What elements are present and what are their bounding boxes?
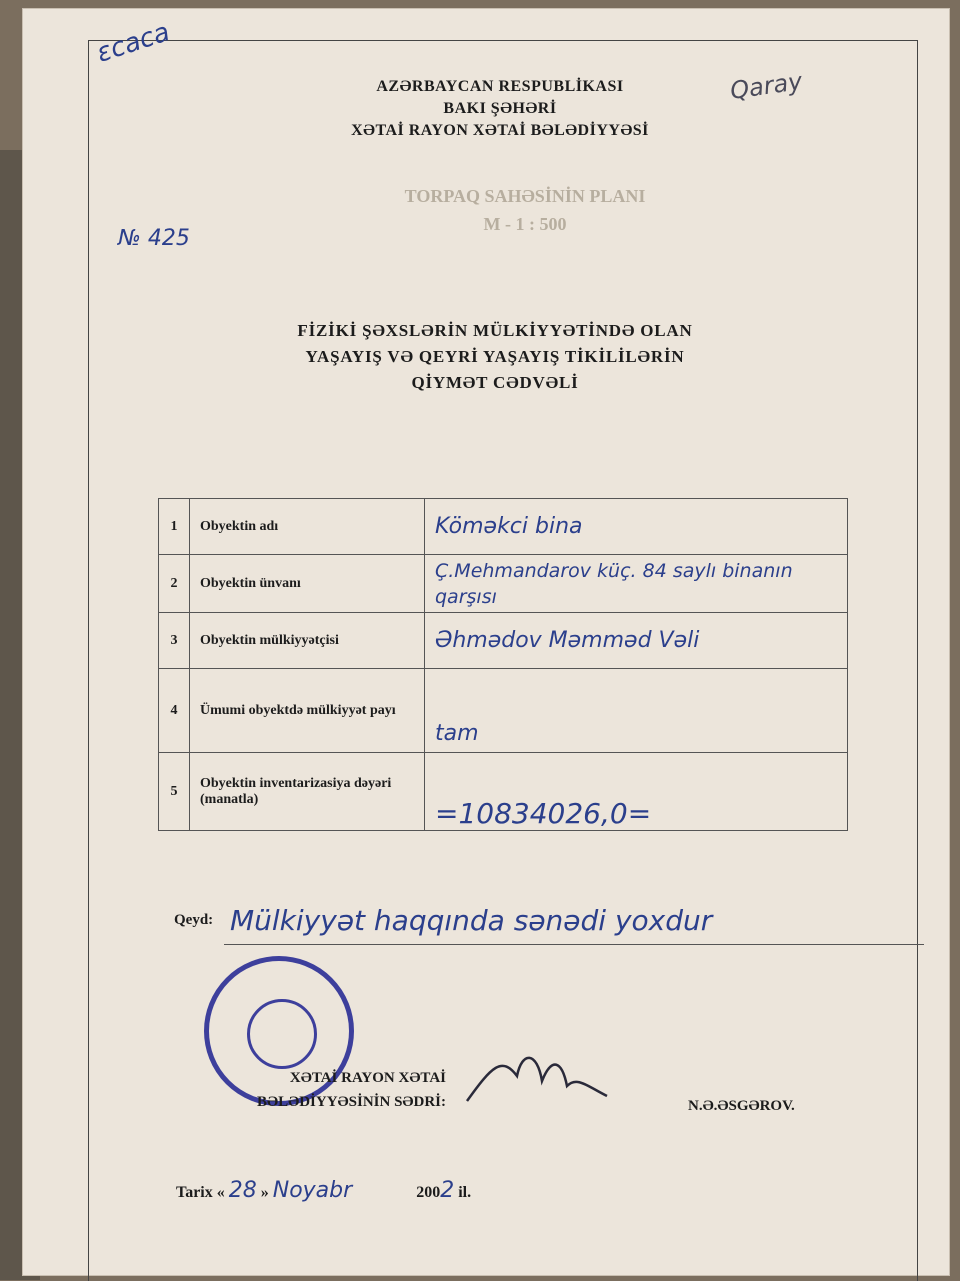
row-label: Obyektin ünvanı: [190, 555, 425, 613]
row-value: Əhmədov Məmməd Vəli: [425, 613, 848, 669]
header-line-1: AZƏRBAYCAN RESPUBLİKASI: [376, 78, 624, 95]
row-number: 1: [159, 499, 190, 555]
table-row: [159, 555, 848, 613]
date-year-suffix: 2: [440, 1178, 455, 1203]
row-value: Köməkci bina: [425, 499, 848, 555]
row-number: 5: [159, 753, 190, 831]
row-number: 4: [159, 669, 190, 753]
faded-line-1: TORPAQ SAHƏSİNİN PLANI: [404, 186, 646, 206]
note-label: Qeyd:: [174, 912, 214, 928]
header-line-2: BAKI ŞƏHƏRİ: [443, 100, 557, 117]
table-row: [159, 753, 848, 831]
handwritten-signature: [462, 1046, 612, 1116]
date-suffix: il.: [458, 1184, 472, 1201]
handwritten-number: № 425: [118, 226, 190, 251]
row-value: =10834026,0=: [425, 753, 848, 831]
handwritten-note-top-left: ɛcaca: [93, 17, 174, 69]
stamp-emblem: [247, 999, 317, 1069]
title-line-3: QİYMƏT CƏDVƏLİ: [411, 373, 579, 392]
row-label: Obyektin inventarizasiya dəyəri (manatla): [190, 753, 425, 831]
date-year-prefix: 200: [416, 1184, 441, 1201]
date-mid: »: [260, 1184, 269, 1201]
date-line: [176, 1178, 471, 1203]
document-title: [240, 318, 750, 396]
signatory-title: [186, 1066, 446, 1114]
document-header: [300, 76, 700, 142]
header-line-3: XƏTAİ RAYON XƏTAİ BƏLƏDİYYƏSİ: [351, 122, 649, 139]
faded-line-2: M - 1 : 500: [483, 214, 567, 234]
row-label: Ümumi obyektdə mülkiyyət payı: [190, 669, 425, 753]
title-line-1: FİZİKİ ŞƏXSLƏRİN MÜLKİYYƏTİNDƏ OLAN: [297, 321, 693, 340]
signatory-name: N.Ə.ƏSGƏROV.: [688, 1098, 795, 1114]
property-table: [158, 498, 848, 831]
date-day: 28: [228, 1178, 257, 1203]
row-value: tam: [425, 669, 848, 753]
handwritten-note-top-right: Qaray: [728, 67, 804, 105]
faded-bleed-through: [360, 182, 690, 238]
row-number: 3: [159, 613, 190, 669]
table-row: [159, 613, 848, 669]
row-number: 2: [159, 555, 190, 613]
signatory-line-2: BƏLƏDİYYƏSİNİN SƏDRİ:: [257, 1094, 446, 1110]
date-month: Noyabr: [272, 1178, 353, 1203]
row-label: Obyektin mülkiyyətçisi: [190, 613, 425, 669]
row-label: Obyektin adı: [190, 499, 425, 555]
date-prefix: Tarix «: [176, 1184, 225, 1201]
table-row: [159, 669, 848, 753]
title-line-2: YAŞAYIŞ VƏ QEYRİ YAŞAYIŞ TİKİLİLƏRİN: [305, 347, 685, 366]
note-value: Mülkiyyət haqqında sənədi yoxdur: [230, 904, 713, 937]
note-underline: [224, 944, 924, 945]
row-value: Ç.Mehmandarov küç. 84 saylı binanın qarşısı: [425, 555, 848, 613]
signatory-line-1: XƏTAİ RAYON XƏTAİ: [289, 1070, 446, 1086]
table-row: [159, 499, 848, 555]
